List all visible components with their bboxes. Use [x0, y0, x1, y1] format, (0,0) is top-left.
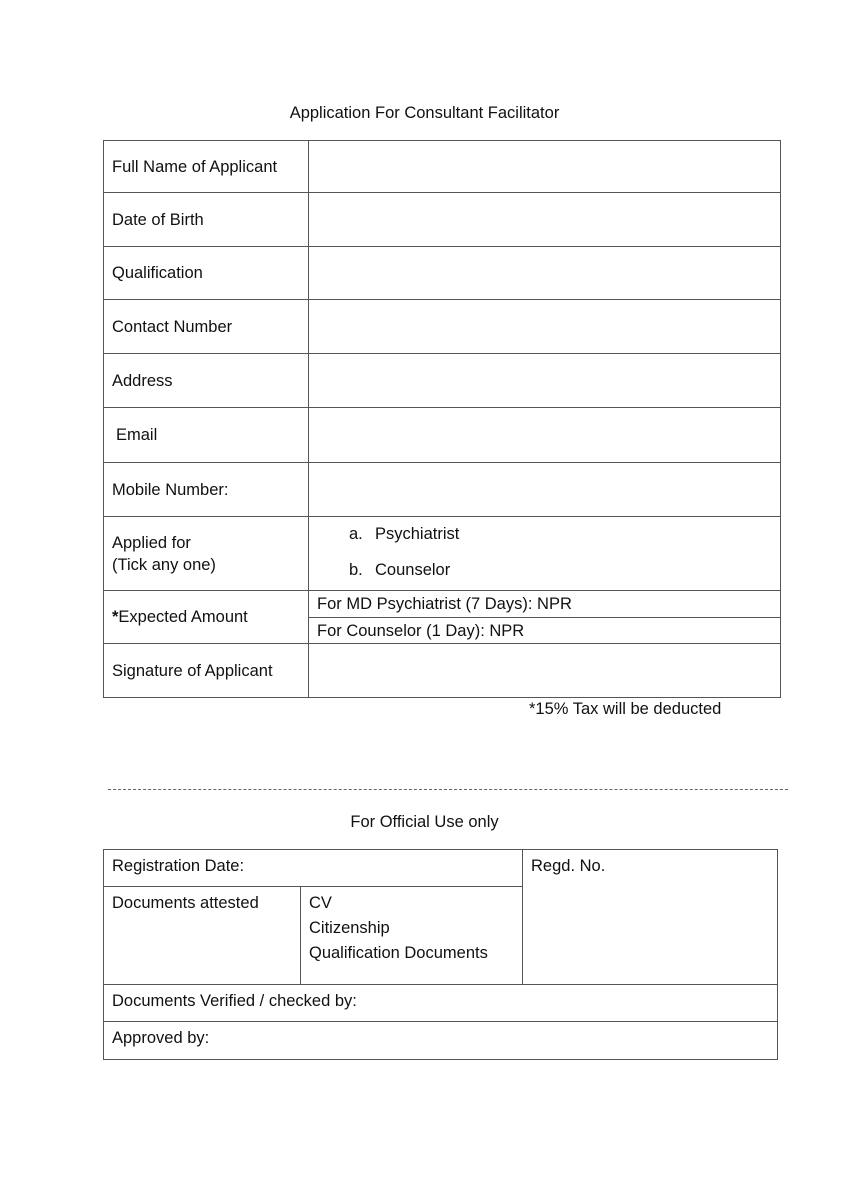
expected-amount-label: [104, 591, 309, 644]
address-label: Address: [104, 354, 309, 408]
official-row-verified: [104, 985, 778, 1022]
form-row-qualification: [104, 247, 781, 300]
form-row-amount-psychiatrist: [104, 591, 781, 618]
approved-by-field: Approved by:: [104, 1022, 778, 1060]
official-row-approved: [104, 1022, 778, 1060]
qualification-label: Qualification: [104, 247, 309, 300]
documents-verified-field: Documents Verified / checked by:: [104, 985, 778, 1022]
option-label: Counselor: [375, 560, 451, 579]
form-title: Application For Consultant Facilitator: [289, 104, 560, 122]
applied-for-label-line1: Applied for: [112, 533, 191, 552]
asterisk-mark: *: [112, 608, 119, 626]
option-marker: b.: [349, 560, 363, 579]
mobile-number-field[interactable]: [309, 463, 781, 517]
amount-counselor-field[interactable]: For Counselor (1 Day): NPR: [309, 618, 781, 644]
applied-for-label: [104, 517, 309, 591]
full-name-label: Full Name of Applicant: [104, 141, 309, 193]
contact-number-label: Contact Number: [104, 300, 309, 354]
registration-date-field: Registration Date:: [104, 850, 523, 887]
form-row-contact: [104, 300, 781, 354]
mobile-number-label: Mobile Number:: [104, 463, 309, 517]
expected-amount-text: Expected Amount: [118, 608, 248, 626]
document-item: Qualification Documents: [309, 944, 488, 962]
form-row-signature: [104, 644, 781, 698]
signature-label: Signature of Applicant: [104, 644, 309, 698]
applied-for-label-line2: (Tick any one): [112, 555, 216, 574]
document-item: CV: [309, 894, 332, 912]
contact-number-field[interactable]: [309, 300, 781, 354]
document-item: Citizenship: [309, 919, 390, 937]
option-counselor[interactable]: [317, 559, 780, 581]
option-marker: a.: [349, 524, 363, 543]
application-form-table: [103, 140, 781, 698]
dob-label: Date of Birth: [104, 193, 309, 247]
signature-field[interactable]: [309, 644, 781, 698]
dob-field[interactable]: [309, 193, 781, 247]
form-row-mobile: [104, 463, 781, 517]
cut-line-divider: [108, 789, 788, 790]
documents-list: [301, 887, 523, 985]
address-field[interactable]: [309, 354, 781, 408]
form-row-applied-for: [104, 517, 781, 591]
full-name-field[interactable]: [309, 141, 781, 193]
regd-no-field: Regd. No.: [523, 850, 778, 985]
form-row-address: [104, 354, 781, 408]
email-field[interactable]: [309, 408, 781, 463]
official-use-table: [103, 849, 778, 1060]
applied-for-options: [309, 517, 781, 591]
form-row-full-name: [104, 141, 781, 193]
email-label: Email: [104, 408, 309, 463]
form-row-email: [104, 408, 781, 463]
form-row-dob: [104, 193, 781, 247]
official-row-registration: [104, 850, 778, 887]
option-psychiatrist[interactable]: [317, 523, 780, 545]
option-label: Psychiatrist: [375, 524, 460, 543]
documents-attested-label: Documents attested: [104, 887, 301, 985]
qualification-field[interactable]: [309, 247, 781, 300]
amount-psychiatrist-field[interactable]: For MD Psychiatrist (7 Days): NPR: [309, 591, 781, 618]
tax-note: *15% Tax will be deducted: [529, 700, 722, 718]
official-use-title: For Official Use only: [350, 813, 499, 831]
